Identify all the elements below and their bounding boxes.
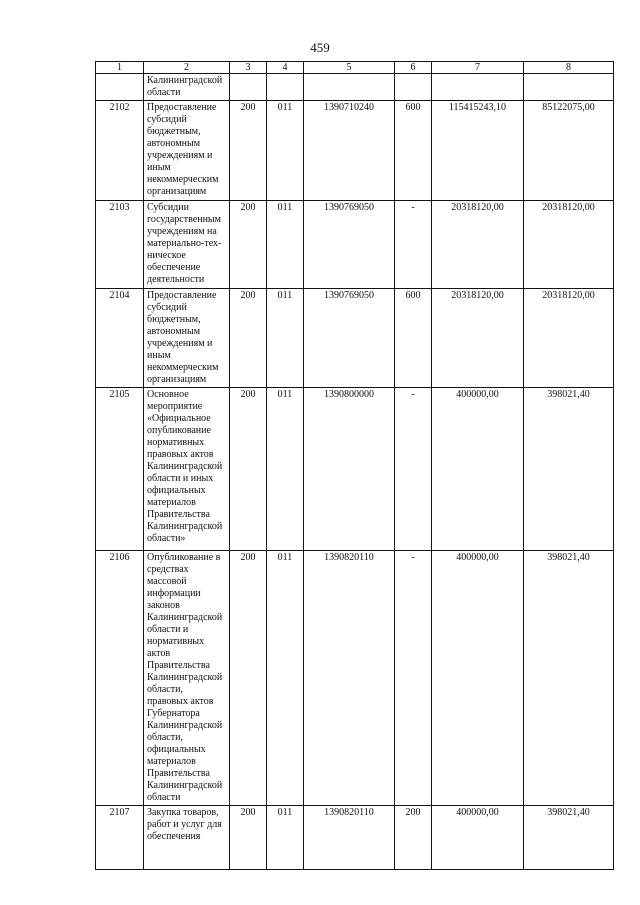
- cell-col5: 1390820110: [304, 806, 395, 870]
- cell-col4: 011: [267, 289, 304, 388]
- cell-col7: 400000,00: [432, 388, 524, 551]
- row-number: 2103: [96, 201, 144, 289]
- cell-col8: 20318120,00: [524, 201, 614, 289]
- column-header: 2: [144, 62, 230, 74]
- cell-col8: 398021,40: [524, 388, 614, 551]
- cell-col6: -: [395, 201, 432, 289]
- table-row: [96, 551, 614, 806]
- column-header: 8: [524, 62, 614, 74]
- cell-col6: -: [395, 551, 432, 806]
- cell-col3: 200: [230, 101, 267, 201]
- cell-col7: 115415243,10: [432, 101, 524, 201]
- row-name: Предоставление субсидий бюджетным, автономным учреждениям и иным некоммерческим организациям: [144, 289, 230, 388]
- cell-col5: 1390800000: [304, 388, 395, 551]
- column-header: 6: [395, 62, 432, 74]
- cell-col8: [524, 74, 614, 101]
- row-name: Калининградской области: [144, 74, 230, 101]
- cell-col4: [267, 74, 304, 101]
- row-number: 2102: [96, 101, 144, 201]
- column-header: 5: [304, 62, 395, 74]
- cell-col6: -: [395, 388, 432, 551]
- cell-col8: 20318120,00: [524, 289, 614, 388]
- column-header: 4: [267, 62, 304, 74]
- cell-col5: 1390710240: [304, 101, 395, 201]
- cell-col3: 200: [230, 289, 267, 388]
- cell-col7: 400000,00: [432, 806, 524, 870]
- row-number: [96, 74, 144, 101]
- cell-col7: 20318120,00: [432, 201, 524, 289]
- table-row: [96, 201, 614, 289]
- cell-col8: 398021,40: [524, 551, 614, 806]
- cell-col4: 011: [267, 806, 304, 870]
- row-name: Опубликование в средствах массовой информации законов Калининградской области и нормативных актов Правительства Калининградской области, правовых актов Губернатора Калининградской области, официальных материалов Правительства Калининградской области: [144, 551, 230, 806]
- cell-col6: 200: [395, 806, 432, 870]
- cell-col3: 200: [230, 388, 267, 551]
- cell-col7: 20318120,00: [432, 289, 524, 388]
- cell-col4: 011: [267, 201, 304, 289]
- cell-col3: 200: [230, 201, 267, 289]
- column-header: 3: [230, 62, 267, 74]
- cell-col3: 200: [230, 551, 267, 806]
- column-header: 7: [432, 62, 524, 74]
- budget-table: [95, 61, 614, 870]
- column-header: 1: [96, 62, 144, 74]
- cell-col4: 011: [267, 101, 304, 201]
- row-number: 2107: [96, 806, 144, 870]
- cell-col8: 85122075,00: [524, 101, 614, 201]
- table-row: [96, 388, 614, 551]
- row-name: Предоставление субсидий бюджетным, автономным учреждениям и иным некоммерческим организациям: [144, 101, 230, 201]
- cell-col5: 1390769050: [304, 201, 395, 289]
- cell-col6: 600: [395, 289, 432, 388]
- row-number: 2106: [96, 551, 144, 806]
- cell-col7: [432, 74, 524, 101]
- cell-col3: 200: [230, 806, 267, 870]
- row-number: 2105: [96, 388, 144, 551]
- page-number: 459: [310, 40, 330, 55]
- row-number: 2104: [96, 289, 144, 388]
- cell-col4: 011: [267, 551, 304, 806]
- row-name: Закупка товаров, работ и услуг для обеспечения: [144, 806, 230, 870]
- cell-col4: 011: [267, 388, 304, 551]
- cell-col5: [304, 74, 395, 101]
- cell-col6: 600: [395, 101, 432, 201]
- row-name: Субсидии государственным учреждениям на материально-тех-ническое обеспечение деятельности: [144, 201, 230, 289]
- header-row: [96, 62, 614, 74]
- table-row: [96, 74, 614, 101]
- table-row: [96, 101, 614, 201]
- row-name: Основное мероприятие «Официальное опубликование нормативных правовых актов Калининградской области и иных официальных материалов Правительства Калининградской области»: [144, 388, 230, 551]
- cell-col3: [230, 74, 267, 101]
- table-row: [96, 289, 614, 388]
- cell-col7: 400000,00: [432, 551, 524, 806]
- cell-col8: 398021,40: [524, 806, 614, 870]
- table-row: [96, 806, 614, 870]
- cell-col5: 1390769050: [304, 289, 395, 388]
- cell-col5: 1390820110: [304, 551, 395, 806]
- cell-col6: [395, 74, 432, 101]
